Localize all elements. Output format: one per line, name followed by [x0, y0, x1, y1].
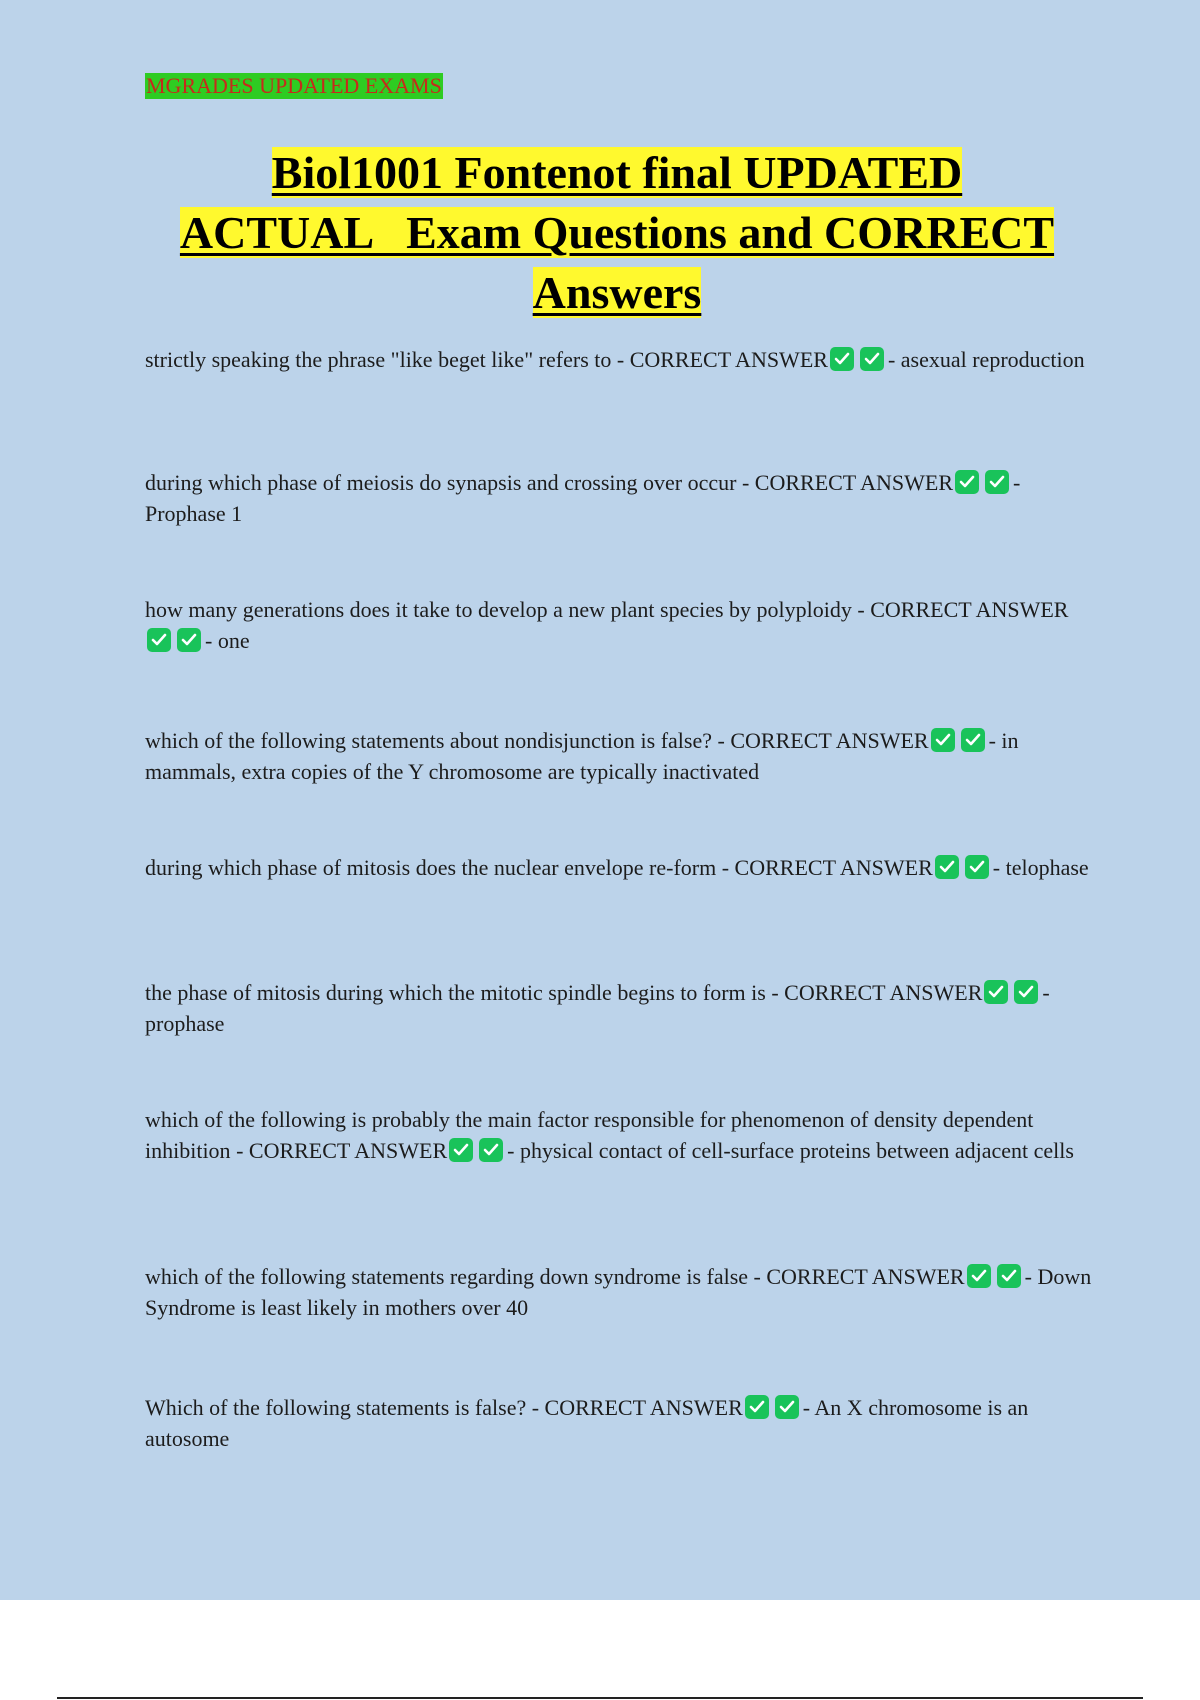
check-mark-icon — [935, 855, 959, 879]
qa-item: during which phase of mitosis does the nuclear envelope re-form - CORRECT ANSWER - telophase — [145, 855, 1089, 880]
check-mark-icon — [955, 470, 979, 494]
answer-marker: - CORRECT ANSWER — [531, 1395, 743, 1420]
watermark-label: MGRADES UPDATED EXAMS — [146, 73, 442, 98]
check-mark-icon — [830, 347, 854, 371]
answer-marker: - CORRECT ANSWER — [771, 980, 983, 1005]
check-mark-icon — [997, 1264, 1021, 1288]
check-mark-icon — [984, 980, 1008, 1004]
qa-item: the phase of mitosis during which the mitotic spindle begins to form is - CORRECT ANSWER - prophase — [145, 980, 1050, 1036]
answer-marker: - CORRECT ANSWER — [616, 347, 828, 372]
qa-item: which of the following is probably the main factor responsible for phenomenon of density dependent inhibition - CORRECT ANSWER - physical contact of cell-surface proteins between adjacent cells — [145, 1107, 1074, 1163]
answer-marker: - CORRECT ANSWER — [721, 855, 933, 880]
check-mark-icon — [147, 628, 171, 652]
question-text: the phase of mitosis during which the mitotic spindle begins to form is — [145, 980, 766, 1005]
check-mark-icon — [967, 1264, 991, 1288]
qa-item: which of the following statements about nondisjunction is false? - CORRECT ANSWER - in mammals, extra copies of the Y chromosome are typically inactivated — [145, 728, 1019, 784]
answer-marker: - CORRECT ANSWER — [717, 728, 929, 753]
question-text: during which phase of meiosis do synapsis and crossing over occur — [145, 470, 737, 495]
document-title — [120, 143, 1114, 323]
question-text: strictly speaking the phrase "like beget like" refers to — [145, 347, 612, 372]
title-line-3: Answers — [532, 267, 702, 318]
qa-item: which of the following statements regarding down syndrome is false - CORRECT ANSWER - Down Syndrome is least likely in mothers over 40 — [145, 1264, 1092, 1320]
question-text: which of the following statements about nondisjunction is false? — [145, 728, 713, 753]
qa-item: strictly speaking the phrase "like beget like" refers to - CORRECT ANSWER - asexual reproduction — [145, 347, 1085, 372]
answer-marker: - CORRECT ANSWER — [741, 470, 954, 495]
check-mark-icon — [1014, 980, 1038, 1004]
qa-item: during which phase of meiosis do synapsis and crossing over occur - CORRECT ANSWER - Prophase 1 — [145, 470, 1021, 526]
answer-marker: - CORRECT ANSWER — [236, 1138, 448, 1163]
title-line-1: Biol1001 Fontenot final UPDATED — [271, 147, 963, 198]
question-text: which of the following is probably the main factor responsible for phenomenon of density dependent inhibition — [145, 1107, 1034, 1163]
check-mark-icon — [965, 855, 989, 879]
qa-item: how many generations does it take to develop a new plant species by polyploidy - CORRECT ANSWER - one — [145, 597, 1069, 653]
footer-divider — [57, 1697, 1143, 1699]
question-text: which of the following statements regarding down syndrome is false — [145, 1264, 749, 1289]
answer-text: telophase — [1005, 855, 1089, 880]
answer-marker: - CORRECT ANSWER — [857, 597, 1069, 622]
answer-text: one — [217, 628, 250, 653]
answer-marker: - CORRECT ANSWER — [753, 1264, 965, 1289]
check-mark-icon — [745, 1395, 769, 1419]
check-mark-icon — [449, 1138, 473, 1162]
qa-item: Which of the following statements is false? - CORRECT ANSWER - An X chromosome is an autosome — [145, 1395, 1029, 1451]
check-mark-icon — [961, 728, 985, 752]
check-mark-icon — [177, 628, 201, 652]
answer-text: prophase — [145, 1011, 225, 1036]
title-line-2: ACTUAL Exam Questions and CORRECT — [179, 207, 1055, 258]
answer-text: physical contact of cell-surface proteins between adjacent cells — [519, 1138, 1074, 1163]
answer-text: asexual reproduction — [900, 347, 1085, 372]
check-mark-icon — [479, 1138, 503, 1162]
answer-text: Down Syndrome is least likely in mothers over 40 — [145, 1264, 1092, 1320]
check-mark-icon — [775, 1395, 799, 1419]
answer-text: in mammals, extra copies of the Y chromosome are typically inactivated — [145, 728, 1019, 784]
check-mark-icon — [860, 347, 884, 371]
answer-text: Prophase 1 — [145, 501, 243, 526]
answer-text: An X chromosome is an autosome — [145, 1395, 1029, 1451]
check-mark-icon — [985, 470, 1009, 494]
check-mark-icon — [931, 728, 955, 752]
question-text: during which phase of mitosis does the nuclear envelope re-form — [145, 855, 717, 880]
question-text: how many generations does it take to develop a new plant species by polyploidy — [145, 597, 852, 622]
question-text: Which of the following statements is false? — [145, 1395, 527, 1420]
